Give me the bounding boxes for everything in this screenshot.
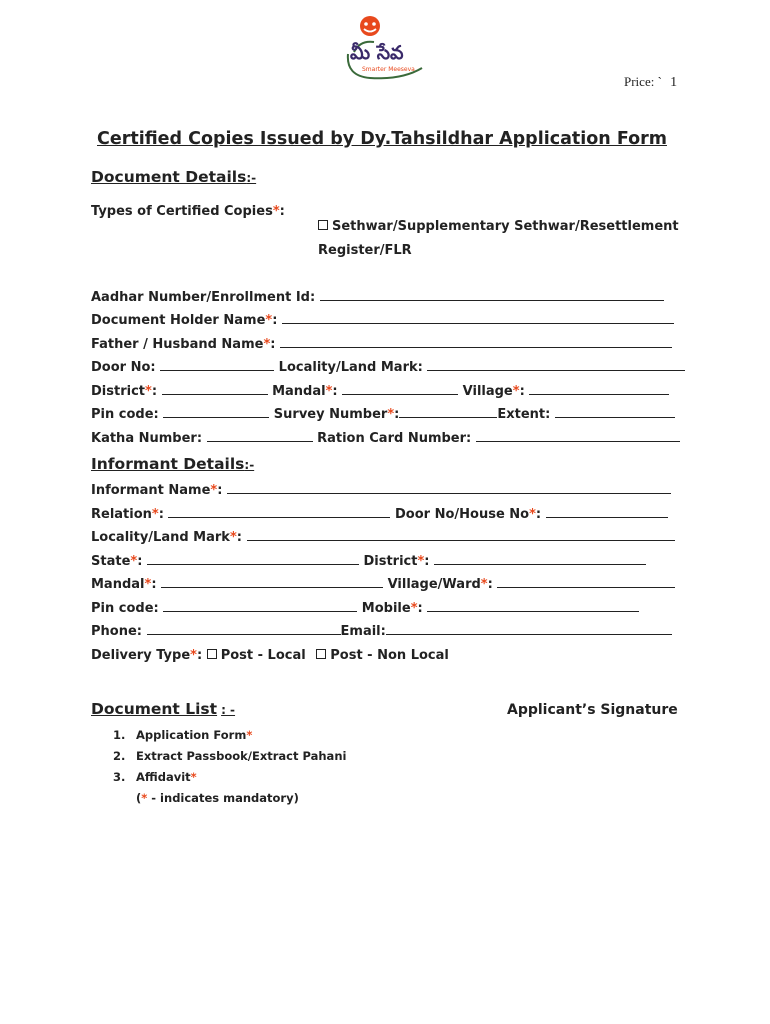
- types-option-line1: Sethwar/Supplementary Sethwar/Resettlement: [332, 219, 679, 234]
- state-label: State: [91, 554, 131, 569]
- list-item-number: 1.: [113, 728, 126, 742]
- informant-locality-row: [91, 530, 675, 545]
- mandal-village-row: [91, 577, 675, 592]
- required-mark: *: [417, 554, 425, 569]
- required-mark: *: [190, 648, 197, 663]
- katha-number-label: Katha Number:: [91, 431, 203, 446]
- father-husband-row: [91, 337, 672, 352]
- colon: :: [151, 577, 157, 592]
- document-list-heading-text: Document List: [91, 700, 218, 718]
- colon: :: [196, 648, 203, 663]
- pin-survey-row: [91, 407, 675, 422]
- district-label: District: [91, 384, 145, 399]
- required-mark: *: [145, 384, 152, 399]
- mandal-label: Mandal: [272, 384, 326, 399]
- door-house-field[interactable]: [546, 507, 668, 518]
- list-item-label: Extract Passbook/Extract Pahani: [136, 749, 347, 763]
- extent-label: Extent:: [497, 407, 551, 422]
- required-mark: *: [229, 530, 237, 545]
- logo-tagline: Smarter Meeseva: [362, 66, 415, 73]
- relation-label: Relation: [91, 507, 152, 522]
- heading-suffix: :-: [246, 171, 257, 185]
- aadhar-row: [91, 290, 664, 305]
- phone-label: Phone:: [91, 624, 142, 639]
- pin-code-label: Pin code:: [91, 407, 159, 422]
- father-husband-label: Father / Husband Name: [91, 337, 264, 352]
- required-mark: *: [410, 601, 418, 616]
- informant-mandal-field[interactable]: [161, 577, 383, 588]
- informant-details-heading-text: Informant Details: [91, 455, 245, 473]
- document-details-heading-text: Document Details: [91, 168, 247, 186]
- colon: :: [519, 384, 525, 399]
- village-label: Village: [462, 384, 513, 399]
- informant-district-label: District: [363, 554, 418, 569]
- page-title: Certified Copies Issued by Dy.Tahsildhar Application Form: [97, 129, 667, 149]
- note-text: - indicates mandatory): [147, 791, 299, 805]
- colon: :: [137, 554, 143, 569]
- informant-name-field[interactable]: [227, 483, 671, 494]
- required-mark: *: [190, 770, 197, 784]
- list-item-number: 2.: [113, 749, 126, 763]
- katha-ration-row: [91, 431, 680, 446]
- document-list-heading: [91, 700, 235, 718]
- father-husband-field[interactable]: [280, 337, 672, 348]
- delivery-non-local-label: Post - Non Local: [330, 648, 449, 663]
- extent-field[interactable]: [555, 407, 675, 418]
- informant-locality-label: Locality/Land Mark: [91, 530, 230, 545]
- delivery-local-checkbox[interactable]: [207, 649, 217, 659]
- informant-mandal-label: Mandal: [91, 577, 145, 592]
- door-no-label: Door No:: [91, 360, 156, 375]
- informant-district-field[interactable]: [434, 554, 646, 565]
- colon: :: [424, 554, 430, 569]
- informant-pin-field[interactable]: [163, 601, 357, 612]
- mandal-field[interactable]: [342, 384, 458, 395]
- survey-number-label: Survey Number: [273, 407, 388, 422]
- informant-locality-field[interactable]: [247, 530, 675, 541]
- checkbox-icon[interactable]: [318, 220, 328, 230]
- required-mark: *: [387, 407, 395, 422]
- katha-number-field[interactable]: [207, 431, 313, 442]
- colon: :: [151, 384, 158, 399]
- required-mark: *: [325, 384, 333, 399]
- door-locality-row: [91, 360, 685, 375]
- required-mark: *: [265, 313, 273, 328]
- list-item: [113, 728, 252, 742]
- door-house-label: Door No/House No: [395, 507, 530, 522]
- village-ward-field[interactable]: [497, 577, 675, 588]
- colon: :: [417, 601, 423, 616]
- heading-suffix: :-: [244, 458, 255, 472]
- email-label: Email:: [340, 624, 386, 639]
- locality-field[interactable]: [427, 360, 685, 371]
- logo-text: మీ సేవ: [350, 42, 404, 64]
- colon: :: [487, 577, 493, 592]
- phone-email-row: [91, 624, 672, 639]
- holder-name-field[interactable]: [282, 313, 674, 324]
- district-row: [91, 384, 669, 399]
- district-field[interactable]: [162, 384, 268, 395]
- note-star: *: [141, 791, 148, 805]
- delivery-type-label: Delivery Type: [91, 648, 191, 663]
- village-ward-label: Village/Ward: [387, 577, 481, 592]
- note-open: (: [136, 791, 142, 805]
- colon: :: [279, 204, 285, 219]
- colon: :: [217, 483, 223, 498]
- required-mark: *: [512, 384, 520, 399]
- required-mark: *: [529, 507, 536, 522]
- required-mark: *: [130, 554, 138, 569]
- price-label: Price: `: [624, 74, 662, 89]
- informant-name-label: Informant Name: [91, 483, 211, 498]
- price-value: 1: [670, 75, 678, 90]
- phone-field[interactable]: [147, 624, 341, 635]
- required-mark: *: [151, 507, 159, 522]
- colon: :: [332, 384, 338, 399]
- informant-name-row: [91, 483, 671, 498]
- state-district-row: [91, 554, 646, 569]
- mobile-label: Mobile: [361, 601, 411, 616]
- relation-field[interactable]: [168, 507, 390, 518]
- delivery-non-local-checkbox[interactable]: [316, 649, 326, 659]
- locality-label: Locality/Land Mark:: [278, 360, 423, 375]
- delivery-type-row: [91, 648, 449, 663]
- delivery-local-label: Post - Local: [220, 648, 306, 663]
- types-option[interactable]: [318, 219, 679, 234]
- required-mark: *: [480, 577, 488, 592]
- price: [624, 74, 677, 91]
- informant-pin-label: Pin code:: [91, 601, 159, 616]
- relation-row: [91, 507, 668, 522]
- door-no-field[interactable]: [160, 360, 274, 371]
- types-label: [91, 204, 285, 219]
- state-field[interactable]: [147, 554, 359, 565]
- informant-details-heading: [91, 455, 254, 473]
- holder-name-label: Document Holder Name: [91, 313, 266, 328]
- holder-name-row: [91, 313, 674, 328]
- list-item-label: Application Form: [136, 728, 247, 742]
- list-item-number: 3.: [113, 770, 126, 784]
- pin-code-field[interactable]: [163, 407, 269, 418]
- document-details-heading: [91, 168, 256, 186]
- required-mark: *: [210, 483, 218, 498]
- colon: :: [394, 407, 400, 422]
- ration-card-field[interactable]: [476, 431, 680, 442]
- aadhar-label: Aadhar Number/Enrollment Id:: [91, 290, 316, 305]
- colon: :: [270, 337, 276, 352]
- aadhar-field[interactable]: [320, 290, 664, 301]
- list-item-label: Affidavit: [136, 770, 191, 784]
- applicant-signature-label: Applicant’s Signature: [507, 702, 678, 718]
- types-option-line2: Register/FLR: [318, 243, 412, 258]
- survey-number-field[interactable]: [399, 407, 497, 418]
- colon: :: [236, 530, 242, 545]
- required-mark: *: [144, 577, 152, 592]
- ration-card-label: Ration Card Number:: [317, 431, 472, 446]
- required-mark: *: [246, 728, 253, 742]
- list-item: [113, 749, 346, 763]
- mandatory-note: [136, 791, 299, 805]
- heading-suffix: : -: [221, 703, 236, 717]
- village-field[interactable]: [529, 384, 669, 395]
- mobile-field[interactable]: [427, 601, 639, 612]
- required-mark: *: [272, 204, 280, 219]
- required-mark: *: [263, 337, 271, 352]
- colon: :: [535, 507, 542, 522]
- pin-mobile-row: [91, 601, 639, 616]
- types-label-text: Types of Certified Copies: [91, 204, 273, 219]
- meeseva-logo: [340, 14, 430, 84]
- email-field[interactable]: [386, 624, 672, 635]
- colon: :: [272, 313, 278, 328]
- colon: :: [158, 507, 164, 522]
- list-item: [113, 770, 197, 784]
